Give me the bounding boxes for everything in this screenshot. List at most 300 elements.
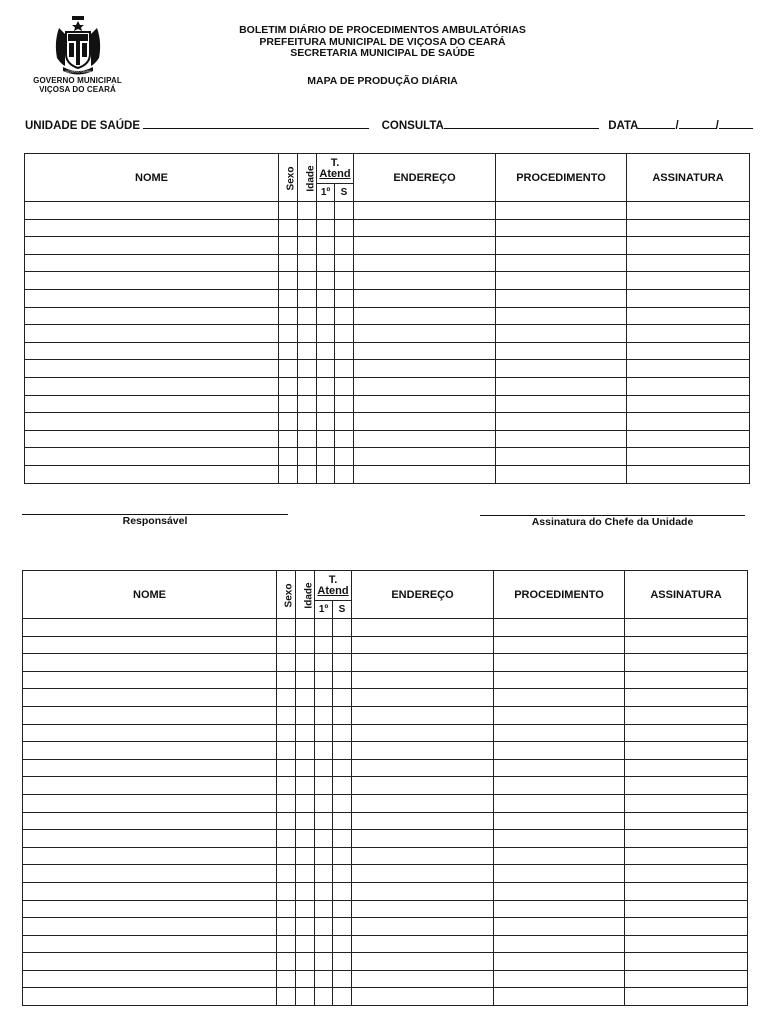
cell-sexo[interactable] bbox=[277, 970, 296, 988]
cell-procedimento[interactable] bbox=[494, 654, 625, 672]
cell-assinatura[interactable] bbox=[627, 430, 750, 448]
cell-nome[interactable] bbox=[25, 254, 279, 272]
cell-primeira[interactable] bbox=[315, 794, 333, 812]
cell-procedimento[interactable] bbox=[494, 671, 625, 689]
cell-primeira[interactable] bbox=[315, 830, 333, 848]
cell-endereco[interactable] bbox=[352, 689, 494, 707]
cell-assinatura[interactable] bbox=[627, 413, 750, 431]
cell-assinatura[interactable] bbox=[625, 882, 748, 900]
cell-nome[interactable] bbox=[25, 395, 279, 413]
cell-idade[interactable] bbox=[296, 742, 315, 760]
cell-s[interactable] bbox=[333, 847, 352, 865]
cell-s[interactable] bbox=[335, 254, 354, 272]
cell-nome[interactable] bbox=[23, 636, 277, 654]
cell-assinatura[interactable] bbox=[625, 847, 748, 865]
cell-idade[interactable] bbox=[296, 706, 315, 724]
cell-nome[interactable] bbox=[23, 724, 277, 742]
cell-assinatura[interactable] bbox=[625, 970, 748, 988]
date-year-field[interactable] bbox=[719, 118, 753, 129]
cell-procedimento[interactable] bbox=[496, 307, 627, 325]
cell-idade[interactable] bbox=[298, 254, 317, 272]
cell-endereco[interactable] bbox=[354, 202, 496, 220]
cell-sexo[interactable] bbox=[279, 202, 298, 220]
cell-idade[interactable] bbox=[296, 794, 315, 812]
cell-procedimento[interactable] bbox=[494, 636, 625, 654]
cell-s[interactable] bbox=[335, 448, 354, 466]
cell-idade[interactable] bbox=[298, 448, 317, 466]
cell-s[interactable] bbox=[335, 219, 354, 237]
cell-sexo[interactable] bbox=[279, 254, 298, 272]
cell-endereco[interactable] bbox=[352, 935, 494, 953]
cell-sexo[interactable] bbox=[279, 307, 298, 325]
cell-s[interactable] bbox=[333, 759, 352, 777]
cell-primeira[interactable] bbox=[315, 882, 333, 900]
cell-endereco[interactable] bbox=[352, 830, 494, 848]
cell-sexo[interactable] bbox=[277, 777, 296, 795]
cell-assinatura[interactable] bbox=[627, 254, 750, 272]
cell-procedimento[interactable] bbox=[496, 360, 627, 378]
cell-procedimento[interactable] bbox=[494, 953, 625, 971]
cell-assinatura[interactable] bbox=[625, 742, 748, 760]
cell-idade[interactable] bbox=[296, 777, 315, 795]
cell-sexo[interactable] bbox=[279, 360, 298, 378]
cell-procedimento[interactable] bbox=[494, 970, 625, 988]
cell-endereco[interactable] bbox=[352, 742, 494, 760]
cell-endereco[interactable] bbox=[352, 988, 494, 1006]
cell-endereco[interactable] bbox=[354, 342, 496, 360]
cell-idade[interactable] bbox=[296, 970, 315, 988]
cell-procedimento[interactable] bbox=[496, 219, 627, 237]
cell-assinatura[interactable] bbox=[625, 865, 748, 883]
cell-nome[interactable] bbox=[23, 689, 277, 707]
date-month-field[interactable] bbox=[679, 118, 716, 129]
cell-assinatura[interactable] bbox=[625, 689, 748, 707]
cell-idade[interactable] bbox=[298, 413, 317, 431]
cell-s[interactable] bbox=[335, 289, 354, 307]
cell-procedimento[interactable] bbox=[494, 918, 625, 936]
cell-assinatura[interactable] bbox=[625, 654, 748, 672]
cell-sexo[interactable] bbox=[279, 465, 298, 483]
cell-assinatura[interactable] bbox=[625, 671, 748, 689]
cell-idade[interactable] bbox=[296, 830, 315, 848]
cell-procedimento[interactable] bbox=[494, 882, 625, 900]
cell-assinatura[interactable] bbox=[625, 794, 748, 812]
cell-primeira[interactable] bbox=[315, 742, 333, 760]
cell-sexo[interactable] bbox=[277, 953, 296, 971]
cell-procedimento[interactable] bbox=[496, 289, 627, 307]
cell-sexo[interactable] bbox=[279, 219, 298, 237]
cell-nome[interactable] bbox=[25, 272, 279, 290]
cell-nome[interactable] bbox=[23, 830, 277, 848]
cell-s[interactable] bbox=[335, 237, 354, 255]
cell-sexo[interactable] bbox=[277, 724, 296, 742]
cell-endereco[interactable] bbox=[352, 777, 494, 795]
cell-sexo[interactable] bbox=[279, 377, 298, 395]
cell-endereco[interactable] bbox=[354, 377, 496, 395]
cell-endereco[interactable] bbox=[354, 395, 496, 413]
cell-sexo[interactable] bbox=[277, 671, 296, 689]
cell-procedimento[interactable] bbox=[496, 430, 627, 448]
cell-endereco[interactable] bbox=[354, 430, 496, 448]
cell-idade[interactable] bbox=[298, 360, 317, 378]
cell-s[interactable] bbox=[335, 413, 354, 431]
cell-nome[interactable] bbox=[25, 377, 279, 395]
cell-s[interactable] bbox=[333, 777, 352, 795]
cell-sexo[interactable] bbox=[277, 830, 296, 848]
cell-nome[interactable] bbox=[25, 237, 279, 255]
cell-procedimento[interactable] bbox=[494, 865, 625, 883]
cell-s[interactable] bbox=[333, 671, 352, 689]
cell-sexo[interactable] bbox=[277, 935, 296, 953]
cell-endereco[interactable] bbox=[354, 289, 496, 307]
cell-idade[interactable] bbox=[296, 865, 315, 883]
cell-procedimento[interactable] bbox=[496, 272, 627, 290]
cell-s[interactable] bbox=[335, 325, 354, 343]
cell-idade[interactable] bbox=[298, 342, 317, 360]
cell-procedimento[interactable] bbox=[496, 395, 627, 413]
cell-s[interactable] bbox=[335, 342, 354, 360]
cell-idade[interactable] bbox=[296, 988, 315, 1006]
cell-procedimento[interactable] bbox=[496, 254, 627, 272]
cell-endereco[interactable] bbox=[352, 636, 494, 654]
cell-nome[interactable] bbox=[23, 918, 277, 936]
cell-primeira[interactable] bbox=[315, 724, 333, 742]
cell-assinatura[interactable] bbox=[627, 395, 750, 413]
cell-primeira[interactable] bbox=[317, 413, 335, 431]
cell-assinatura[interactable] bbox=[625, 812, 748, 830]
cell-s[interactable] bbox=[335, 307, 354, 325]
cell-nome[interactable] bbox=[23, 777, 277, 795]
cell-sexo[interactable] bbox=[277, 654, 296, 672]
cell-procedimento[interactable] bbox=[494, 812, 625, 830]
cell-assinatura[interactable] bbox=[625, 935, 748, 953]
cell-sexo[interactable] bbox=[277, 812, 296, 830]
cell-idade[interactable] bbox=[298, 237, 317, 255]
cell-sexo[interactable] bbox=[279, 289, 298, 307]
cell-nome[interactable] bbox=[23, 988, 277, 1006]
cell-primeira[interactable] bbox=[315, 706, 333, 724]
cell-primeira[interactable] bbox=[317, 430, 335, 448]
cell-endereco[interactable] bbox=[354, 307, 496, 325]
cell-procedimento[interactable] bbox=[494, 724, 625, 742]
cell-nome[interactable] bbox=[23, 900, 277, 918]
cell-endereco[interactable] bbox=[352, 953, 494, 971]
cell-primeira[interactable] bbox=[317, 289, 335, 307]
cell-nome[interactable] bbox=[23, 847, 277, 865]
cell-s[interactable] bbox=[333, 918, 352, 936]
cell-sexo[interactable] bbox=[279, 413, 298, 431]
cell-sexo[interactable] bbox=[277, 794, 296, 812]
cell-primeira[interactable] bbox=[317, 448, 335, 466]
cell-assinatura[interactable] bbox=[625, 900, 748, 918]
cell-s[interactable] bbox=[333, 830, 352, 848]
cell-nome[interactable] bbox=[23, 706, 277, 724]
cell-procedimento[interactable] bbox=[494, 988, 625, 1006]
cell-assinatura[interactable] bbox=[625, 953, 748, 971]
cell-nome[interactable] bbox=[25, 307, 279, 325]
cell-assinatura[interactable] bbox=[627, 272, 750, 290]
cell-s[interactable] bbox=[335, 430, 354, 448]
cell-assinatura[interactable] bbox=[627, 202, 750, 220]
cell-idade[interactable] bbox=[296, 671, 315, 689]
cell-procedimento[interactable] bbox=[494, 830, 625, 848]
cell-primeira[interactable] bbox=[315, 689, 333, 707]
cell-assinatura[interactable] bbox=[625, 706, 748, 724]
cell-procedimento[interactable] bbox=[494, 900, 625, 918]
cell-primeira[interactable] bbox=[317, 360, 335, 378]
cell-endereco[interactable] bbox=[354, 272, 496, 290]
cell-nome[interactable] bbox=[23, 794, 277, 812]
unidade-field[interactable] bbox=[143, 118, 369, 129]
cell-assinatura[interactable] bbox=[627, 237, 750, 255]
cell-idade[interactable] bbox=[298, 289, 317, 307]
cell-s[interactable] bbox=[335, 360, 354, 378]
cell-primeira[interactable] bbox=[315, 847, 333, 865]
cell-primeira[interactable] bbox=[315, 619, 333, 637]
cell-sexo[interactable] bbox=[277, 865, 296, 883]
cell-assinatura[interactable] bbox=[625, 759, 748, 777]
cell-assinatura[interactable] bbox=[627, 325, 750, 343]
cell-endereco[interactable] bbox=[352, 900, 494, 918]
cell-sexo[interactable] bbox=[277, 759, 296, 777]
cell-s[interactable] bbox=[335, 202, 354, 220]
cell-idade[interactable] bbox=[296, 636, 315, 654]
cell-nome[interactable] bbox=[25, 342, 279, 360]
cell-s[interactable] bbox=[333, 689, 352, 707]
cell-procedimento[interactable] bbox=[494, 935, 625, 953]
cell-procedimento[interactable] bbox=[494, 742, 625, 760]
cell-endereco[interactable] bbox=[352, 812, 494, 830]
cell-nome[interactable] bbox=[25, 413, 279, 431]
cell-s[interactable] bbox=[333, 636, 352, 654]
cell-primeira[interactable] bbox=[317, 342, 335, 360]
cell-assinatura[interactable] bbox=[627, 342, 750, 360]
cell-idade[interactable] bbox=[296, 900, 315, 918]
cell-primeira[interactable] bbox=[315, 777, 333, 795]
cell-nome[interactable] bbox=[25, 289, 279, 307]
cell-primeira[interactable] bbox=[315, 759, 333, 777]
cell-procedimento[interactable] bbox=[496, 325, 627, 343]
cell-assinatura[interactable] bbox=[627, 289, 750, 307]
cell-endereco[interactable] bbox=[354, 360, 496, 378]
cell-primeira[interactable] bbox=[315, 988, 333, 1006]
cell-sexo[interactable] bbox=[279, 272, 298, 290]
cell-nome[interactable] bbox=[23, 759, 277, 777]
cell-s[interactable] bbox=[333, 988, 352, 1006]
cell-nome[interactable] bbox=[23, 812, 277, 830]
cell-sexo[interactable] bbox=[279, 430, 298, 448]
cell-primeira[interactable] bbox=[315, 953, 333, 971]
cell-nome[interactable] bbox=[25, 219, 279, 237]
cell-procedimento[interactable] bbox=[494, 794, 625, 812]
cell-primeira[interactable] bbox=[315, 900, 333, 918]
cell-nome[interactable] bbox=[23, 953, 277, 971]
cell-endereco[interactable] bbox=[354, 325, 496, 343]
cell-s[interactable] bbox=[333, 812, 352, 830]
cell-sexo[interactable] bbox=[277, 742, 296, 760]
cell-sexo[interactable] bbox=[277, 689, 296, 707]
cell-procedimento[interactable] bbox=[494, 619, 625, 637]
consulta-field[interactable] bbox=[444, 118, 599, 129]
cell-primeira[interactable] bbox=[315, 935, 333, 953]
cell-idade[interactable] bbox=[296, 619, 315, 637]
cell-primeira[interactable] bbox=[315, 865, 333, 883]
cell-procedimento[interactable] bbox=[496, 342, 627, 360]
cell-nome[interactable] bbox=[25, 325, 279, 343]
cell-procedimento[interactable] bbox=[494, 689, 625, 707]
cell-sexo[interactable] bbox=[277, 636, 296, 654]
cell-endereco[interactable] bbox=[354, 465, 496, 483]
cell-sexo[interactable] bbox=[279, 342, 298, 360]
cell-sexo[interactable] bbox=[279, 325, 298, 343]
cell-procedimento[interactable] bbox=[496, 377, 627, 395]
cell-sexo[interactable] bbox=[277, 882, 296, 900]
cell-s[interactable] bbox=[333, 794, 352, 812]
cell-idade[interactable] bbox=[296, 759, 315, 777]
cell-nome[interactable] bbox=[23, 671, 277, 689]
cell-endereco[interactable] bbox=[352, 882, 494, 900]
cell-s[interactable] bbox=[333, 742, 352, 760]
cell-procedimento[interactable] bbox=[494, 759, 625, 777]
cell-endereco[interactable] bbox=[354, 237, 496, 255]
date-day-field[interactable] bbox=[638, 118, 675, 129]
cell-assinatura[interactable] bbox=[625, 777, 748, 795]
cell-endereco[interactable] bbox=[352, 794, 494, 812]
cell-sexo[interactable] bbox=[279, 237, 298, 255]
cell-s[interactable] bbox=[333, 619, 352, 637]
cell-nome[interactable] bbox=[23, 654, 277, 672]
cell-procedimento[interactable] bbox=[496, 413, 627, 431]
cell-nome[interactable] bbox=[23, 865, 277, 883]
cell-assinatura[interactable] bbox=[625, 918, 748, 936]
cell-procedimento[interactable] bbox=[496, 465, 627, 483]
cell-primeira[interactable] bbox=[317, 377, 335, 395]
cell-procedimento[interactable] bbox=[496, 202, 627, 220]
cell-assinatura[interactable] bbox=[627, 307, 750, 325]
cell-idade[interactable] bbox=[298, 430, 317, 448]
cell-s[interactable] bbox=[333, 865, 352, 883]
cell-idade[interactable] bbox=[296, 847, 315, 865]
cell-endereco[interactable] bbox=[354, 219, 496, 237]
cell-idade[interactable] bbox=[296, 918, 315, 936]
cell-assinatura[interactable] bbox=[627, 219, 750, 237]
cell-s[interactable] bbox=[333, 654, 352, 672]
cell-idade[interactable] bbox=[298, 325, 317, 343]
cell-assinatura[interactable] bbox=[625, 830, 748, 848]
cell-s[interactable] bbox=[335, 465, 354, 483]
cell-nome[interactable] bbox=[23, 882, 277, 900]
cell-idade[interactable] bbox=[298, 465, 317, 483]
cell-idade[interactable] bbox=[298, 202, 317, 220]
cell-assinatura[interactable] bbox=[625, 619, 748, 637]
cell-nome[interactable] bbox=[25, 465, 279, 483]
cell-nome[interactable] bbox=[23, 742, 277, 760]
cell-idade[interactable] bbox=[296, 935, 315, 953]
cell-endereco[interactable] bbox=[352, 970, 494, 988]
cell-endereco[interactable] bbox=[352, 918, 494, 936]
cell-idade[interactable] bbox=[296, 724, 315, 742]
cell-nome[interactable] bbox=[25, 430, 279, 448]
cell-idade[interactable] bbox=[296, 812, 315, 830]
cell-endereco[interactable] bbox=[354, 254, 496, 272]
cell-s[interactable] bbox=[333, 882, 352, 900]
cell-primeira[interactable] bbox=[315, 812, 333, 830]
cell-primeira[interactable] bbox=[317, 325, 335, 343]
cell-nome[interactable] bbox=[25, 202, 279, 220]
cell-s[interactable] bbox=[335, 272, 354, 290]
cell-primeira[interactable] bbox=[315, 918, 333, 936]
cell-s[interactable] bbox=[335, 377, 354, 395]
cell-nome[interactable] bbox=[23, 619, 277, 637]
cell-endereco[interactable] bbox=[352, 706, 494, 724]
cell-s[interactable] bbox=[333, 953, 352, 971]
cell-primeira[interactable] bbox=[317, 395, 335, 413]
cell-endereco[interactable] bbox=[352, 724, 494, 742]
cell-primeira[interactable] bbox=[317, 465, 335, 483]
cell-sexo[interactable] bbox=[277, 988, 296, 1006]
cell-idade[interactable] bbox=[298, 307, 317, 325]
cell-idade[interactable] bbox=[298, 219, 317, 237]
cell-primeira[interactable] bbox=[315, 671, 333, 689]
cell-endereco[interactable] bbox=[354, 413, 496, 431]
cell-assinatura[interactable] bbox=[627, 377, 750, 395]
cell-sexo[interactable] bbox=[277, 900, 296, 918]
cell-nome[interactable] bbox=[23, 935, 277, 953]
cell-assinatura[interactable] bbox=[627, 448, 750, 466]
cell-primeira[interactable] bbox=[317, 219, 335, 237]
cell-primeira[interactable] bbox=[317, 237, 335, 255]
cell-endereco[interactable] bbox=[352, 759, 494, 777]
cell-endereco[interactable] bbox=[352, 865, 494, 883]
cell-sexo[interactable] bbox=[279, 395, 298, 413]
cell-idade[interactable] bbox=[296, 953, 315, 971]
cell-assinatura[interactable] bbox=[625, 988, 748, 1006]
cell-idade[interactable] bbox=[296, 882, 315, 900]
cell-idade[interactable] bbox=[296, 654, 315, 672]
cell-primeira[interactable] bbox=[315, 970, 333, 988]
cell-procedimento[interactable] bbox=[494, 706, 625, 724]
cell-s[interactable] bbox=[333, 970, 352, 988]
cell-s[interactable] bbox=[333, 935, 352, 953]
cell-idade[interactable] bbox=[298, 272, 317, 290]
cell-procedimento[interactable] bbox=[494, 847, 625, 865]
cell-procedimento[interactable] bbox=[494, 777, 625, 795]
cell-sexo[interactable] bbox=[277, 619, 296, 637]
cell-endereco[interactable] bbox=[352, 619, 494, 637]
cell-s[interactable] bbox=[335, 395, 354, 413]
cell-nome[interactable] bbox=[25, 448, 279, 466]
cell-primeira[interactable] bbox=[317, 307, 335, 325]
cell-sexo[interactable] bbox=[277, 918, 296, 936]
cell-assinatura[interactable] bbox=[627, 465, 750, 483]
cell-primeira[interactable] bbox=[317, 272, 335, 290]
cell-idade[interactable] bbox=[296, 689, 315, 707]
cell-s[interactable] bbox=[333, 900, 352, 918]
cell-sexo[interactable] bbox=[277, 706, 296, 724]
cell-primeira[interactable] bbox=[317, 254, 335, 272]
cell-primeira[interactable] bbox=[317, 202, 335, 220]
cell-procedimento[interactable] bbox=[496, 237, 627, 255]
cell-endereco[interactable] bbox=[352, 671, 494, 689]
cell-procedimento[interactable] bbox=[496, 448, 627, 466]
cell-sexo[interactable] bbox=[277, 847, 296, 865]
cell-nome[interactable] bbox=[25, 360, 279, 378]
cell-s[interactable] bbox=[333, 706, 352, 724]
cell-endereco[interactable] bbox=[352, 654, 494, 672]
cell-assinatura[interactable] bbox=[627, 360, 750, 378]
cell-endereco[interactable] bbox=[352, 847, 494, 865]
cell-s[interactable] bbox=[333, 724, 352, 742]
